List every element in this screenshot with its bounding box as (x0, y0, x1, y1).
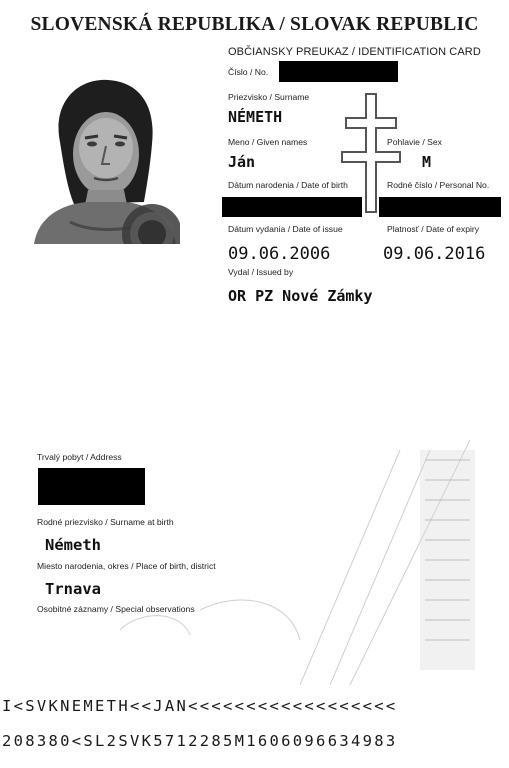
double-cross-emblem-icon (340, 92, 402, 214)
redacted-personal-number (379, 197, 501, 217)
place-of-birth-label: Miesto narodenia, okres / Place of birth, district (37, 561, 216, 571)
redacted-date-of-birth (222, 197, 362, 217)
mrz-line-2: 208380<SL2SVK5712285M1606096634983 (2, 732, 398, 750)
redacted-address (38, 468, 145, 505)
date-of-expiry-value: 09.06.2016 (383, 244, 486, 264)
issued-by-value: OR PZ Nové Zámky (228, 287, 373, 305)
given-names-label: Meno / Given names (228, 137, 308, 147)
document-type: OBČIANSKY PREUKAZ / IDENTIFICATION CARD (228, 46, 481, 58)
date-of-birth-label: Dátum narodenia / Date of birth (228, 180, 348, 190)
sex-label: Pohlavie / Sex (387, 137, 442, 147)
redacted-card-number (279, 61, 398, 82)
given-names-value: Ján (228, 153, 256, 171)
holder-photo (30, 72, 180, 244)
place-of-birth-value: Trnava (45, 580, 101, 598)
card-number-label: Číslo / No. (228, 67, 269, 77)
date-of-expiry-label: Platnosť / Date of expiry (387, 224, 480, 234)
date-of-issue-label: Dátum vydania / Date of issue (228, 224, 343, 234)
document-header: SLOVENSKÁ REPUBLIKA / SLOVAK REPUBLIC (30, 14, 479, 35)
personal-number-label: Rodné číslo / Personal No. (387, 180, 490, 190)
date-of-issue-value: 09.06.2006 (228, 244, 331, 264)
surname-label: Priezvisko / Surname (228, 92, 310, 102)
mrz-line-1: I<SVKNEMETH<<JAN<<<<<<<<<<<<<<<<<< (2, 697, 398, 715)
sex-value: M (422, 153, 432, 171)
surname-at-birth-label: Rodné priezvisko / Surname at birth (37, 517, 174, 527)
surname-at-birth-value: Németh (45, 536, 101, 554)
address-label: Trvalý pobyt / Address (37, 452, 122, 462)
surname-value: NÉMETH (228, 108, 283, 126)
issued-by-label: Vydal / Issued by (228, 267, 294, 277)
special-observations-label: Osobitné záznamy / Special observations (37, 604, 195, 614)
